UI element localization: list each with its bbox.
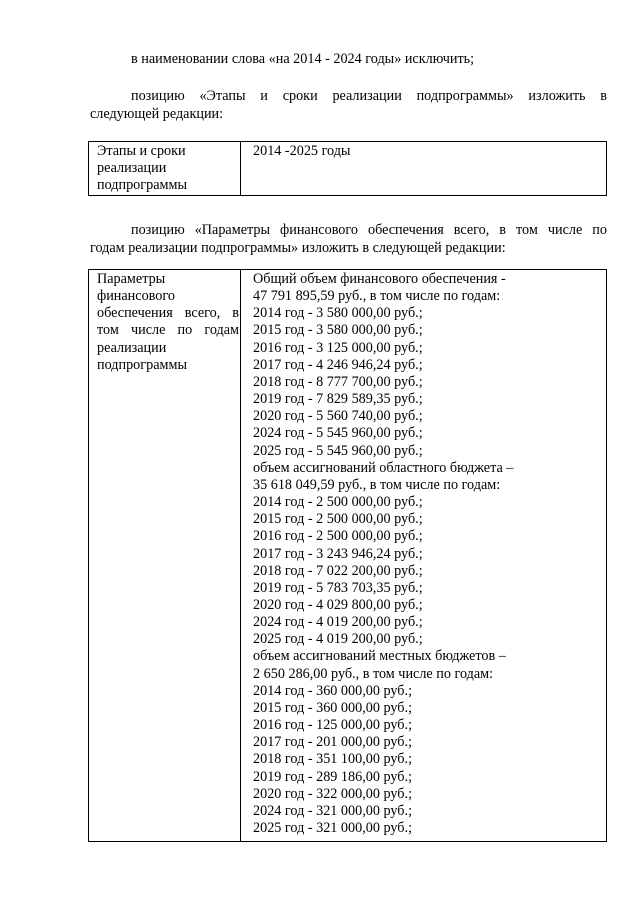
finance-line: 2024 год - 321 000,00 руб.;	[253, 802, 413, 819]
finance-line: Общий объем финансового обеспечения -	[253, 271, 506, 287]
paragraph-finance-b	[90, 240, 610, 257]
paragraph-title-change	[131, 51, 611, 68]
finance-line: 2018 год - 8 777 700,00 руб.;	[253, 373, 423, 390]
finance-line: 2014 год - 2 500 000,00 руб.;	[253, 494, 423, 511]
finance-lines	[253, 271, 606, 837]
finance-line: 2024 год - 4 019 200,00 руб.;	[253, 614, 423, 631]
finance-line: 2019 год - 7 829 589,35 руб.;	[253, 391, 423, 408]
table-row	[89, 142, 607, 196]
paragraph-text: годам реализации подпрограммы» изложить в следующей редакции:	[90, 240, 506, 256]
finance-line: 2019 год - 289 186,00 руб.;	[253, 768, 413, 785]
paragraph-finance-a	[131, 222, 607, 239]
cell-text: подпрограммы	[97, 356, 187, 373]
finance-line: 2017 год - 3 243 946,24 руб.;	[253, 545, 423, 562]
finance-line: 47 791 895,59 руб., в том числе по годам:	[253, 288, 501, 305]
finance-line: 2017 год - 201 000,00 руб.;	[253, 734, 413, 751]
stages-table	[88, 141, 607, 196]
paragraph-text: позицию «Этапы и сроки реализации подпрограммы» изложить в	[131, 88, 607, 104]
finance-line: 2014 год - 360 000,00 руб.;	[253, 682, 413, 699]
finance-line: объем ассигнований местных бюджетов –	[253, 648, 506, 665]
paragraph-stages-a	[131, 88, 607, 105]
finance-line: 2024 год - 5 545 960,00 руб.;	[253, 425, 423, 442]
finance-table	[88, 269, 607, 842]
cell-text: Параметры	[97, 271, 166, 287]
cell-text: том числе по годам	[97, 322, 239, 339]
finance-line: 2014 год - 3 580 000,00 руб.;	[253, 305, 423, 322]
cell-text: обеспечения всего, в	[97, 305, 239, 322]
cell-text: Этапы и сроки	[97, 143, 186, 159]
cell-text: подпрограммы	[97, 177, 187, 194]
paragraph-text: следующей редакции:	[90, 106, 224, 122]
finance-line: 2015 год - 2 500 000,00 руб.;	[253, 511, 423, 528]
stages-value-cell	[241, 142, 607, 196]
cell-text: реализации	[97, 160, 167, 177]
finance-line: 2025 год - 5 545 960,00 руб.;	[253, 442, 423, 459]
finance-line: 2018 год - 7 022 200,00 руб.;	[253, 562, 423, 579]
finance-value-cell	[241, 270, 607, 842]
table-row	[89, 270, 607, 842]
finance-line: 2015 год - 360 000,00 руб.;	[253, 699, 413, 716]
finance-label-cell	[89, 270, 241, 842]
paragraph-stages-b	[90, 106, 610, 123]
finance-line: 2016 год - 3 125 000,00 руб.;	[253, 339, 423, 356]
cell-text: 2014 -2025 годы	[253, 143, 351, 159]
finance-line: 2020 год - 322 000,00 руб.;	[253, 785, 413, 802]
finance-line: 2025 год - 321 000,00 руб.;	[253, 820, 413, 836]
paragraph-text: в наименовании слова «на 2014 - 2024 годы» исключить;	[131, 51, 475, 67]
finance-line: 35 618 049,59 руб., в том числе по годам:	[253, 476, 501, 493]
paragraph-text: позицию «Параметры финансового обеспечения всего, в том числе по	[131, 222, 607, 238]
finance-line: объем ассигнований областного бюджета –	[253, 459, 514, 476]
finance-line: 2018 год - 351 100,00 руб.;	[253, 751, 413, 768]
cell-text: финансового	[97, 288, 175, 305]
finance-line: 2016 год - 125 000,00 руб.;	[253, 717, 413, 734]
cell-text: реализации	[97, 339, 167, 356]
finance-line: 2017 год - 4 246 946,24 руб.;	[253, 356, 423, 373]
finance-line: 2020 год - 4 029 800,00 руб.;	[253, 596, 423, 613]
finance-line: 2019 год - 5 783 703,35 руб.;	[253, 579, 423, 596]
finance-line: 2016 год - 2 500 000,00 руб.;	[253, 528, 423, 545]
finance-line: 2 650 286,00 руб., в том числе по годам:	[253, 665, 494, 682]
stages-label-cell	[89, 142, 241, 196]
finance-line: 2015 год - 3 580 000,00 руб.;	[253, 322, 423, 339]
finance-line: 2025 год - 4 019 200,00 руб.;	[253, 631, 423, 648]
finance-line: 2020 год - 5 560 740,00 руб.;	[253, 408, 423, 425]
